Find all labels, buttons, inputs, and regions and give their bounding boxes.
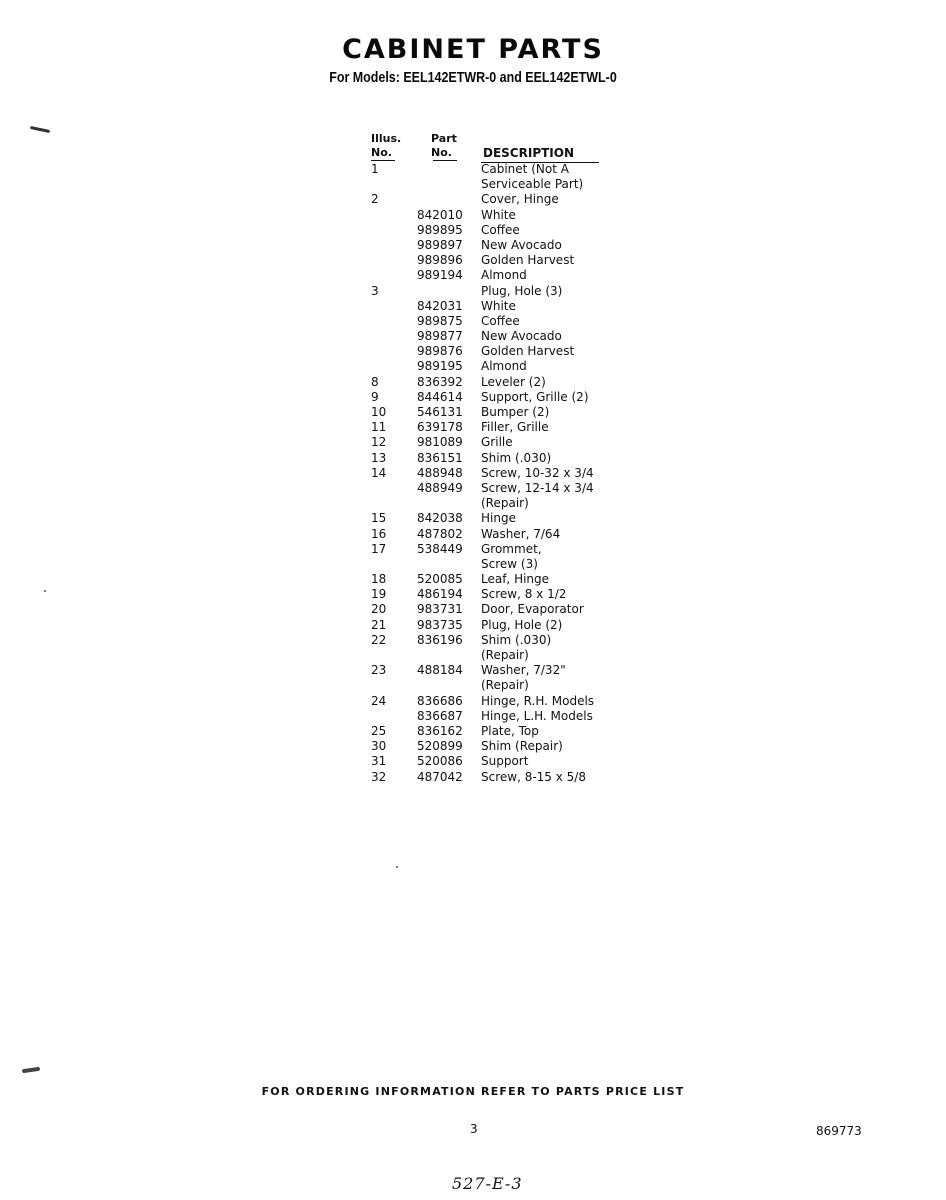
table-row <box>371 268 603 283</box>
description-cell: Serviceable Part) <box>481 177 584 192</box>
scan-speck <box>30 126 50 133</box>
table-row <box>371 223 603 238</box>
part-no-cell: 520085 <box>417 572 463 587</box>
header-part-no <box>431 132 457 160</box>
part-no-cell: 981089 <box>417 435 463 450</box>
header-part-line1: Part <box>431 132 457 145</box>
part-no-cell: 546131 <box>417 405 463 419</box>
description-cell: Door, Evaporator <box>481 602 584 617</box>
part-no-cell: 842010 <box>417 207 463 222</box>
part-no-cell: 842031 <box>417 298 463 313</box>
header-part-line2: No. <box>431 146 452 159</box>
table-row <box>371 694 603 709</box>
table-row <box>371 420 603 435</box>
page-number: 3 <box>470 1122 478 1136</box>
header-illus-line2: No. <box>371 146 392 159</box>
illus-no-cell: 16 <box>371 526 387 541</box>
part-no-cell: 836151 <box>417 450 463 465</box>
part-no-cell: 989877 <box>417 329 463 344</box>
part-no-cell: 487802 <box>417 526 463 541</box>
table-row <box>371 557 603 572</box>
table-row <box>371 329 603 344</box>
description-cell: Coffee <box>481 313 520 328</box>
table-row <box>371 754 603 769</box>
illus-no-cell: 22 <box>371 632 387 647</box>
description-cell: Coffee <box>481 222 520 237</box>
table-row <box>371 451 603 466</box>
part-no-cell: 488949 <box>417 480 463 495</box>
header-description: DESCRIPTION <box>483 146 575 160</box>
illus-no-cell: 13 <box>371 450 387 465</box>
description-cell: Grommet, <box>481 541 542 556</box>
part-no-cell: 486194 <box>417 587 463 602</box>
part-no-cell: 989895 <box>417 222 463 237</box>
header-underline <box>433 160 457 161</box>
table-body <box>371 162 603 785</box>
description-cell: Shim (.030) <box>481 450 552 465</box>
table-row <box>371 405 603 420</box>
header-underline <box>371 160 395 161</box>
table-row <box>371 299 603 314</box>
part-no-cell: 488184 <box>417 663 463 678</box>
part-no-cell: 520899 <box>417 739 463 754</box>
description-cell: Leaf, Hinge <box>481 572 550 587</box>
table-row <box>371 314 603 329</box>
description-cell: (Repair) <box>481 678 529 693</box>
part-no-cell: 487042 <box>417 769 463 784</box>
table-row <box>371 648 603 663</box>
table-row <box>371 587 603 602</box>
description-cell: Screw, 8-15 x 5/8 <box>481 769 586 784</box>
table-row <box>371 481 603 496</box>
illus-no-cell: 23 <box>371 663 387 678</box>
part-no-cell: 836687 <box>417 708 463 723</box>
illus-no-cell: 10 <box>371 405 387 419</box>
illus-no-cell: 21 <box>371 617 387 632</box>
header-illus-line1: Illus. <box>371 132 402 145</box>
table-row <box>371 162 603 177</box>
part-no-cell: 989897 <box>417 237 463 252</box>
part-no-cell: 989195 <box>417 359 463 374</box>
parts-table <box>371 132 603 785</box>
description-cell: Support <box>481 754 529 769</box>
part-no-cell: 989896 <box>417 253 463 268</box>
description-cell: Washer, 7/64 <box>481 526 561 541</box>
description-cell: Screw (3) <box>481 556 538 571</box>
table-row <box>371 633 603 648</box>
table-row <box>371 511 603 526</box>
illus-no-cell: 11 <box>371 420 387 435</box>
description-cell: Golden Harvest <box>481 253 575 268</box>
part-no-cell: 989876 <box>417 344 463 359</box>
illus-no-cell: 15 <box>371 511 387 526</box>
table-row <box>371 192 603 207</box>
description-cell: Bumper (2) <box>481 405 550 419</box>
description-cell: New Avocado <box>481 329 562 344</box>
illus-no-cell: 24 <box>371 693 387 708</box>
illus-no-cell: 31 <box>371 754 387 769</box>
table-row <box>371 709 603 724</box>
description-cell: Plug, Hole (2) <box>481 617 563 632</box>
table-row <box>371 602 603 617</box>
part-no-cell: 842038 <box>417 511 463 526</box>
table-row <box>371 284 603 299</box>
part-no-cell: 983735 <box>417 617 463 632</box>
page-title: CABINET PARTS <box>342 34 604 65</box>
table-row <box>371 344 603 359</box>
illus-no-cell: 32 <box>371 769 387 784</box>
description-cell: Screw, 8 x 1/2 <box>481 587 567 602</box>
part-no-cell: 989194 <box>417 268 463 283</box>
description-cell: Filler, Grille <box>481 420 549 435</box>
table-header <box>371 132 603 162</box>
illus-no-cell: 17 <box>371 541 387 556</box>
table-row <box>371 618 603 633</box>
description-cell: White <box>481 298 516 313</box>
description-cell: Washer, 7/32" <box>481 663 566 678</box>
description-cell: New Avocado <box>481 237 562 252</box>
description-cell: Hinge, R.H. Models <box>481 693 595 708</box>
table-row <box>371 663 603 678</box>
description-cell: (Repair) <box>481 648 529 662</box>
part-no-cell: 836162 <box>417 723 463 738</box>
description-cell: Almond <box>481 268 527 283</box>
part-no-cell: 488948 <box>417 465 463 480</box>
illus-no-cell: 1 <box>371 162 379 176</box>
table-row <box>371 572 603 587</box>
table-row <box>371 527 603 542</box>
illus-no-cell: 20 <box>371 602 387 617</box>
table-row <box>371 678 603 693</box>
table-row <box>371 390 603 405</box>
illus-no-cell: 3 <box>371 283 379 298</box>
table-row <box>371 724 603 739</box>
header-illus-no <box>371 132 401 160</box>
description-cell: White <box>481 207 516 222</box>
illus-no-cell: 18 <box>371 572 387 587</box>
part-no-cell: 836686 <box>417 693 463 708</box>
illus-no-cell: 30 <box>371 739 387 754</box>
illus-no-cell: 14 <box>371 465 387 480</box>
handwritten-annotation: 527-E-3 <box>452 1174 523 1193</box>
table-row <box>371 375 603 390</box>
document-number: 869773 <box>816 1124 862 1138</box>
table-row <box>371 739 603 754</box>
page-subtitle: For Models: EEL142ETWR-0 and EEL142ETWL-0 <box>329 70 617 86</box>
description-cell: Screw, 10-32 x 3/4 <box>481 465 594 480</box>
description-cell: Cabinet (Not A <box>481 162 569 176</box>
description-cell: Plate, Top <box>481 723 539 738</box>
table-row <box>371 466 603 481</box>
illus-no-cell: 25 <box>371 723 387 738</box>
table-row <box>371 359 603 374</box>
illus-no-cell: 12 <box>371 435 387 450</box>
table-row <box>371 177 603 192</box>
illus-no-cell: 19 <box>371 587 387 602</box>
part-no-cell: 983731 <box>417 602 463 617</box>
description-cell: Golden Harvest <box>481 344 575 359</box>
description-cell: Hinge, L.H. Models <box>481 708 593 723</box>
part-no-cell: 520086 <box>417 754 463 769</box>
description-cell: Grille <box>481 435 513 450</box>
description-cell: (Repair) <box>481 496 529 511</box>
description-cell: Leveler (2) <box>481 374 546 389</box>
table-row <box>371 770 603 785</box>
part-no-cell: 844614 <box>417 389 463 404</box>
description-cell: Shim (Repair) <box>481 739 563 754</box>
part-no-cell: 836392 <box>417 374 463 389</box>
description-cell: Screw, 12-14 x 3/4 <box>481 480 594 495</box>
description-cell: Cover, Hinge <box>481 192 559 207</box>
part-no-cell: 836196 <box>417 632 463 647</box>
description-cell: Plug, Hole (3) <box>481 283 563 298</box>
table-row <box>371 435 603 450</box>
table-row <box>371 238 603 253</box>
illus-no-cell: 9 <box>371 389 379 404</box>
table-row <box>371 253 603 268</box>
table-row <box>371 208 603 223</box>
part-no-cell: 538449 <box>417 541 463 556</box>
ordering-note: FOR ORDERING INFORMATION REFER TO PARTS PRICE LIST <box>261 1085 685 1098</box>
description-cell: Support, Grille (2) <box>481 389 589 404</box>
description-cell: Almond <box>481 359 527 374</box>
part-no-cell: 639178 <box>417 420 463 435</box>
table-row <box>371 496 603 511</box>
scan-speck <box>22 1067 40 1073</box>
table-row <box>371 542 603 557</box>
scan-speck <box>396 866 398 868</box>
part-no-cell: 989875 <box>417 313 463 328</box>
illus-no-cell: 8 <box>371 374 379 389</box>
description-cell: Shim (.030) <box>481 632 552 647</box>
description-cell: Hinge <box>481 511 516 526</box>
scan-speck <box>44 590 46 592</box>
illus-no-cell: 2 <box>371 192 379 207</box>
